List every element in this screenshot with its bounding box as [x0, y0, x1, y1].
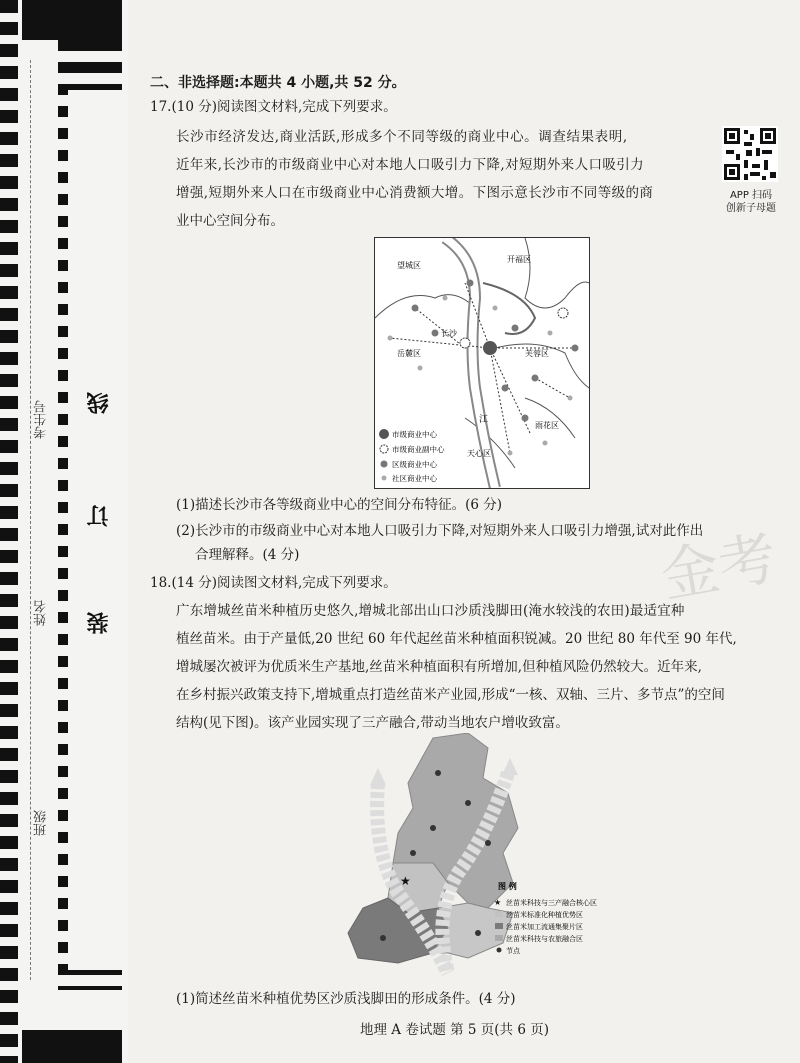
q18-para-line: 在乡村振兴政策支持下,增城重点打造丝苗米产业园,形成“一核、双轴、三片、多节点”的空间	[176, 687, 725, 703]
binding-block	[22, 0, 122, 40]
q18-heading: 18.(14 分)阅读图文材料,完成下列要求。	[150, 575, 397, 591]
legend-item: 丝苗米标准化种植优势区	[506, 911, 583, 919]
core-star-icon: ★	[400, 874, 411, 888]
q18-sub1: (1)简述丝苗米种植优势区沙质浅脚田的形成条件。(4 分)	[176, 991, 516, 1007]
qr-caption: 创新子母题	[726, 203, 776, 214]
legend-item: 市级商业中心	[392, 430, 437, 439]
map-label: 开福区	[507, 255, 531, 264]
label-name: 姓名	[34, 600, 49, 626]
q17-para-line: 近年来,长沙市的市级商业中心对本地人口吸引力下降,对短期外来人口吸引力	[176, 157, 645, 173]
binding-stripes	[0, 0, 18, 1063]
qr-caption: APP 扫码	[729, 190, 773, 201]
q17-para-line: 增强,短期外来人口在市级商业中心消费额大增。下图示意长沙市不同等级的商	[176, 185, 654, 201]
q18-para-line: 增城屡次被评为优质米生产基地,丝苗米种植面积有所增加,但种植风险仍然较大。近年来,	[176, 659, 702, 675]
binding-dashed-line	[30, 60, 31, 980]
map-label: 天心区	[467, 449, 491, 458]
map-label: 岳麓区	[397, 349, 421, 358]
zengcheng-industrial-park-map	[338, 733, 628, 983]
label-class: 班级	[34, 810, 49, 836]
page-footer: 地理 A 卷试题 第 5 页(共 6 页)	[360, 1022, 549, 1038]
binding-block-bottom	[22, 1030, 122, 1063]
cut-mark-bind: 装	[87, 612, 112, 634]
q17-sub2-cont: 合理解释。(4 分)	[195, 547, 300, 563]
legend-item: 丝苗米科技与农旅融合区	[506, 935, 583, 943]
legend-item: 节点	[506, 947, 520, 955]
city-center-marker	[483, 341, 497, 355]
section-title: 二、非选择题:本题共 4 小题,共 52 分。	[150, 75, 406, 91]
q18-para-line: 结构(见下图)。该产业园实现了三产融合,带动当地农户增收致富。	[176, 715, 569, 731]
q17-para-line: 长沙市经济发达,商业活跃,形成多个不同等级的商业中心。调查结果表明,	[176, 129, 628, 145]
q18-para-line: 植丝苗米。由于产量低,20 世纪 60 年代起丝苗米种植面积锐减。20 世纪 80 年代至 90 年代,	[176, 631, 737, 647]
sub-center-marker	[558, 308, 568, 318]
changsha-commercial-map	[374, 237, 590, 489]
watermark: 金考	[655, 523, 782, 611]
legend-item: 社区商业中心	[392, 474, 437, 483]
legend-title: 图 例	[498, 882, 517, 891]
binding-strip	[0, 0, 128, 1063]
q17-para-line: 业中心空间分布。	[176, 213, 284, 229]
q17-sub2: (2)长沙市的市级商业中心对本地人口吸引力下降,对短期外来人口吸引力增强,试对此作出	[176, 523, 704, 539]
map-label: 长沙	[441, 329, 457, 338]
svg-text:★: ★	[494, 898, 502, 907]
q17-sub1: (1)描述长沙市各等级商业中心的空间分布特征。(6 分)	[176, 497, 503, 513]
binding-panel	[68, 90, 122, 970]
qr-code-icon[interactable]	[722, 126, 778, 182]
label-exam-no: 考生号	[34, 400, 49, 439]
legend-item: 丝苗米加工流通集聚片区	[506, 923, 583, 931]
cut-mark-line: 线	[87, 392, 112, 414]
legend-item: 市级商业副中心	[392, 445, 445, 454]
map-label: 芙蓉区	[525, 349, 549, 358]
map-label: 江	[479, 415, 489, 425]
legend-item: 丝苗米科技与三产融合核心区	[506, 899, 597, 907]
legend-item: 区级商业中心	[392, 460, 437, 469]
map-label: 望城区	[397, 261, 421, 270]
sub-center-marker	[460, 338, 470, 348]
q18-para-line: 广东增城丝苗米种植历史悠久,增城北部出山口沙质浅脚田(淹水较浅的农田)最适宜种	[176, 603, 685, 619]
map-label: 雨花区	[535, 421, 559, 430]
q17-heading: 17.(10 分)阅读图文材料,完成下列要求。	[150, 99, 397, 115]
cut-mark-staple: 订	[87, 505, 112, 527]
